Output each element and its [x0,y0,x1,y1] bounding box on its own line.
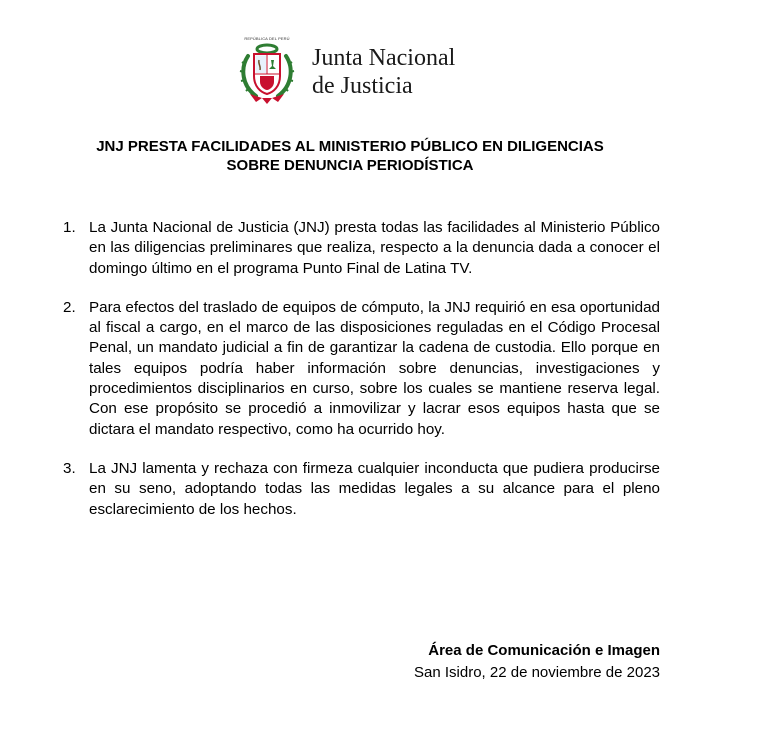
peru-coat-of-arms-icon [236,34,306,106]
press-release-title [40,137,660,175]
title-line1: JNJ PRESTA FACILIDADES AL MINISTERIO PÚBLICO EN DILIGENCIAS [96,138,604,155]
list-item-number: 3. [63,459,76,477]
list-item-text: La JNJ lamenta y rechaza con firmeza cualquier inconducta que pudiera producirse en su seno, adoptando todas las medidas legales a su alcance para el pleno esclarecimiento de los hechos. [89,459,660,518]
list-item-text: Para efectos del traslado de equipos de cómputo, la JNJ requirió en esa oportunidad al fiscal a cargo, en el marco de las disposiciones reguladas en el Código Procesal Penal, un mandato judicial a fin de garantizar la cadena de custodia. Ello porque en tales equipos podría haber información sobre denuncias, investigaciones y procedimientos disciplinarios en curso, sobre los cuales se mantiene reserva legal. Con ese propósito se procedió a inmovilizar y lacrar esos equipos hasta que se dictara el mandato respectivo, como ha ocurrido hoy. [89,298,660,438]
organization-name-line2: de Justicia [312,73,413,99]
letterhead [236,34,496,106]
seal-caption: REPÚBLICA DEL PERÚ [244,36,290,41]
list-item [63,298,660,440]
signature-block [414,640,660,684]
organization-name-line1: Junta Nacional [312,45,456,71]
list-item-number: 1. [63,219,76,236]
statement-list [63,218,660,520]
list-item-text: La Junta Nacional de Justicia (JNJ) presta todas las facilidades al Ministerio Público en las diligencias preliminares que realiza, respecto a la denuncia dada a conocer el domingo último en el programa Punto Final de Latina TV. [89,219,660,277]
title-line2: SOBRE DENUNCIA PERIODÍSTICA [226,157,474,174]
place-and-date: San Isidro, 22 de noviembre de 2023 [414,664,660,681]
list-item [63,459,660,520]
organization-name [312,44,455,100]
list-item-number: 2. [63,298,76,316]
list-item [63,218,660,279]
department-name: Área de Comunicación e Imagen [428,642,660,659]
